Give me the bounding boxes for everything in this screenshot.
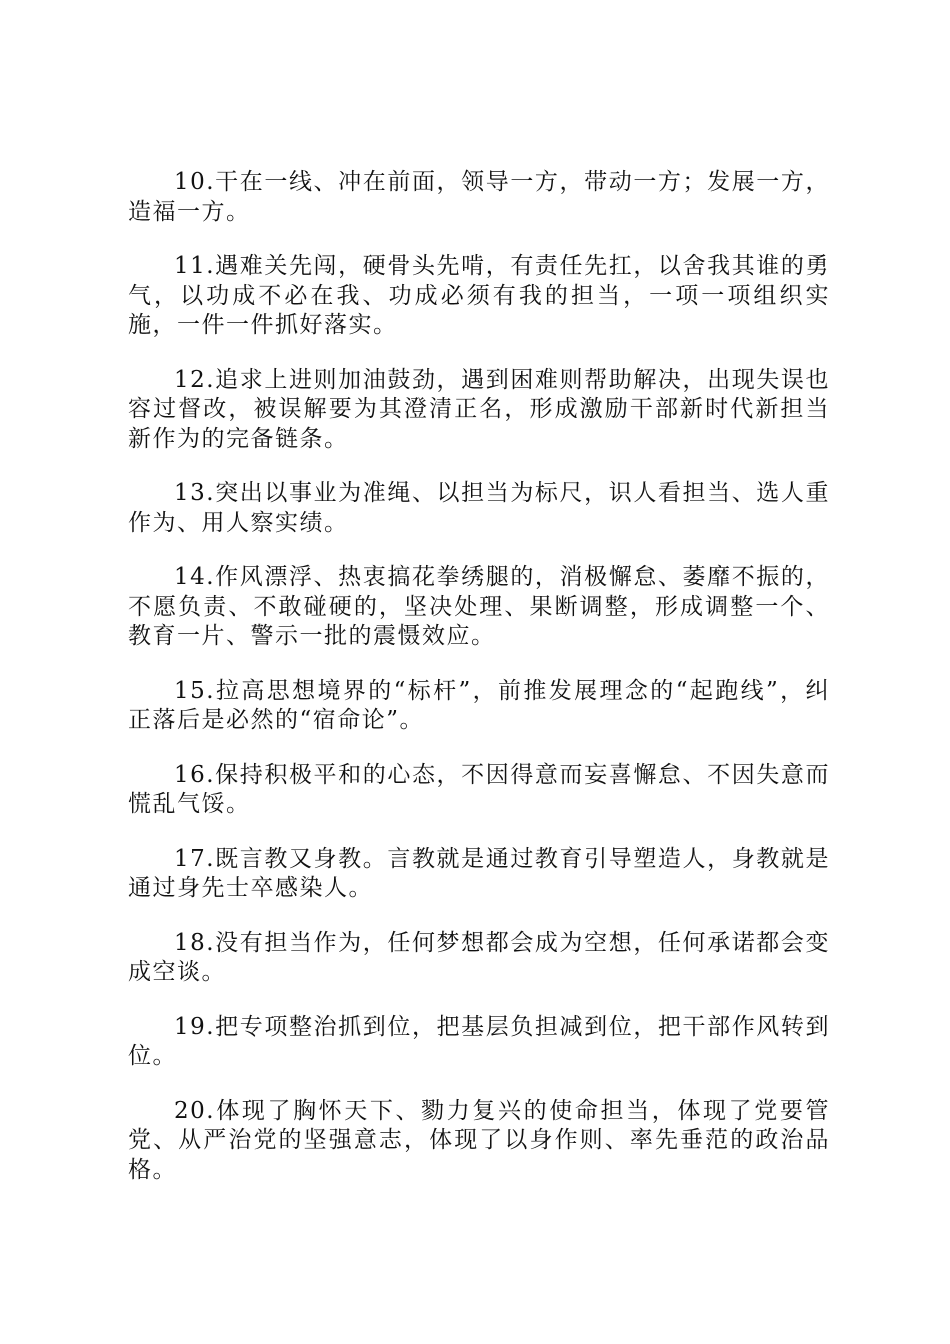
list-item	[128, 1013, 830, 1072]
item-number: 14.	[174, 564, 216, 590]
item-number: 16.	[174, 761, 216, 788]
item-number: 19.	[174, 1013, 216, 1040]
item-text: 保持积极平和的心态，不因得意而妄喜懈怠、不因失意而慌乱气馁。	[128, 761, 830, 817]
item-text: 没有担当作为，任何梦想都会成为空想，任何承诺都会变成空谈。	[128, 929, 830, 985]
list-item	[128, 252, 830, 341]
item-number: 11.	[174, 253, 216, 279]
list-item	[128, 563, 830, 652]
list-item	[128, 1097, 830, 1186]
list-item	[128, 929, 830, 988]
item-number: 10.	[174, 169, 216, 195]
item-number: 13.	[174, 480, 216, 506]
item-text: 突出以事业为准绳、以担当为标尺，识人看担当、选人重作为、用人察实绩。	[128, 480, 830, 536]
item-number: 12.	[174, 366, 216, 393]
list-item	[128, 761, 830, 820]
list-item	[128, 677, 830, 736]
item-number: 17.	[174, 845, 216, 872]
item-text: 遇难关先闯，硬骨头先啃，有责任先扛，以舍我其谁的勇气，以功成不必在我、功成必须有我的担当，一项一项组织实施，一件一件抓好落实。	[128, 253, 830, 338]
item-text: 追求上进则加油鼓劲，遇到困难则帮助解决，出现失误也容过督改，被误解要为其澄清正名，形成激励干部新时代新担当新作为的完备链条。	[128, 366, 830, 452]
item-text: 干在一线、冲在前面，领导一方，带动一方；发展一方，造福一方。	[128, 169, 830, 225]
item-number: 20.	[174, 1097, 216, 1124]
list-item	[128, 366, 830, 455]
list-item	[128, 479, 830, 538]
document-body	[128, 168, 830, 1210]
list-item	[128, 845, 830, 904]
item-number: 15.	[174, 677, 216, 704]
list-item	[128, 168, 830, 227]
item-text: 作风漂浮、热衷搞花拳绣腿的，消极懈怠、萎靡不振的，不愿负责、不敢碰硬的，坚决处理、果断调整，形成调整一个、教育一片、警示一批的震慑效应。	[128, 564, 830, 649]
item-text: 把专项整治抓到位，把基层负担减到位，把干部作风转到位。	[128, 1013, 830, 1069]
item-text: 拉高思想境界的“标杆”，前推发展理念的“起跑线”，纠正落后是必然的“宿命论”。	[128, 677, 830, 733]
item-text: 体现了胸怀天下、勠力复兴的使命担当，体现了党要管党、从严治党的坚强意志，体现了以身作则、率先垂范的政治品格。	[128, 1097, 830, 1183]
item-number: 18.	[174, 929, 216, 956]
item-text: 既言教又身教。言教就是通过教育引导塑造人，身教就是通过身先士卒感染人。	[128, 845, 830, 901]
